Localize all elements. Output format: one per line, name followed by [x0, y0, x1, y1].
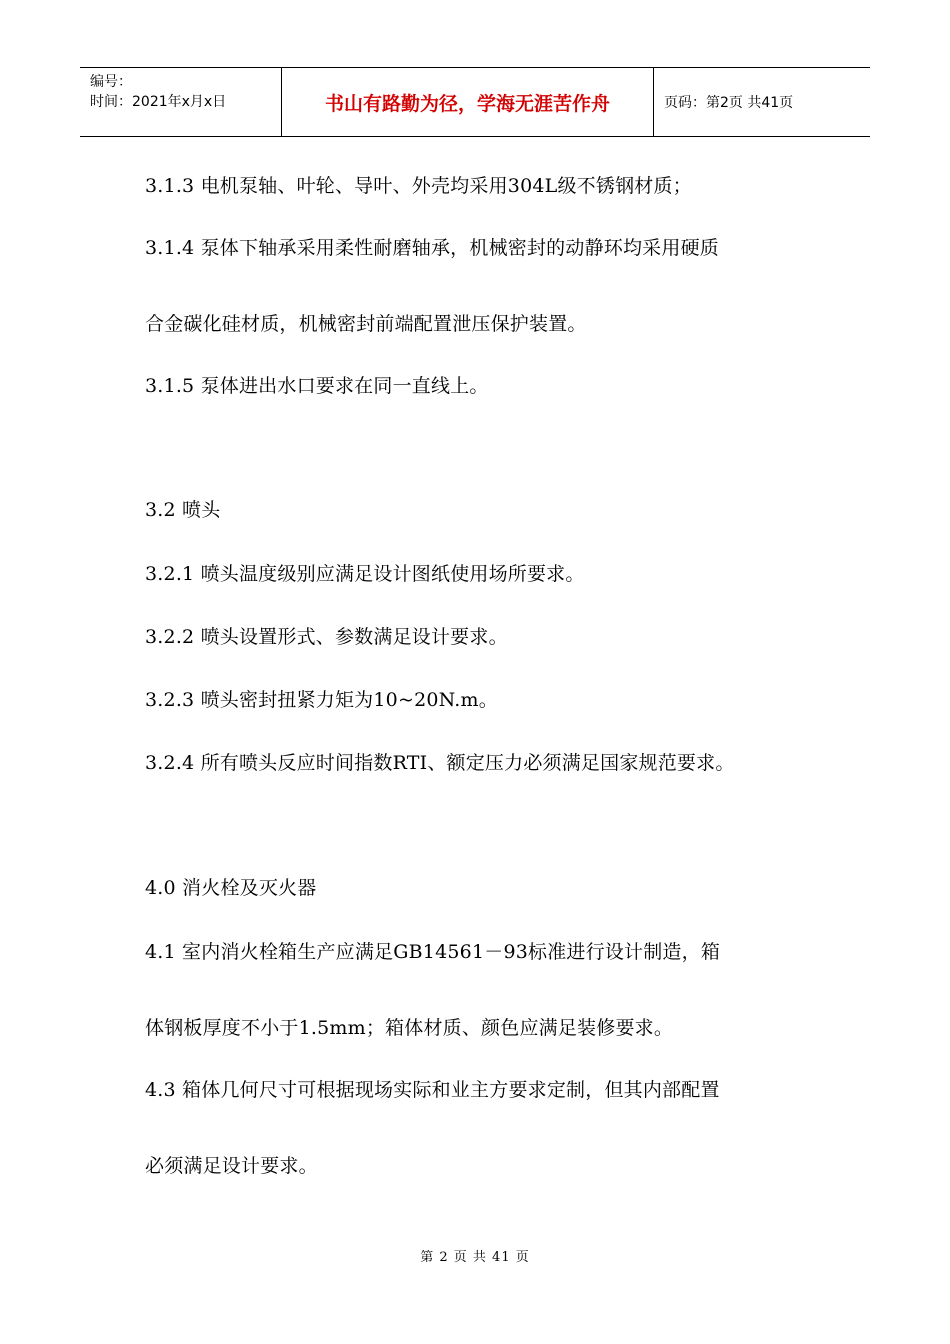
- paragraph-4-1: 4.1 室内消火栓箱生产应满足GB14561－93标准进行设计制造，箱: [145, 941, 721, 963]
- paragraph-3-1-4-cont: 合金碳化硅材质，机械密封前端配置泄压保护装置。: [145, 313, 587, 335]
- paragraph-3-1-4: 3.1.4 泵体下轴承采用柔性耐磨轴承，机械密封的动静环均采用硬质: [145, 237, 719, 259]
- document-number-label: 编号：: [90, 74, 132, 90]
- heading-3-2: 3.2 喷头: [145, 499, 221, 521]
- header-meta: [80, 68, 282, 136]
- paragraph-4-3-cont: 必须满足设计要求。: [145, 1155, 318, 1177]
- paragraph-3-2-3: 3.2.3 喷头密封扭紧力矩为10~20N.m。: [145, 689, 498, 711]
- paragraph-3-1-5: 3.1.5 泵体进出水口要求在同一直线上。: [145, 375, 489, 397]
- page-header: [80, 67, 870, 137]
- paragraph-4-1-cont: 体钢板厚度不小于1.5mm；箱体材质、颜色应满足装修要求。: [145, 1017, 674, 1039]
- paragraph-3-2-1: 3.2.1 喷头温度级别应满足设计图纸使用场所要求。: [145, 563, 585, 585]
- header-motto: 书山有路勤为径，学海无涯苦作舟: [282, 68, 654, 136]
- paragraph-3-2-2: 3.2.2 喷头设置形式、参数满足设计要求。: [145, 626, 508, 648]
- page-footer: 第 2 页 共 41 页: [420, 1250, 530, 1265]
- paragraph-4-3: 4.3 箱体几何尺寸可根据现场实际和业主方要求定制，但其内部配置: [145, 1079, 720, 1101]
- paragraph-3-2-4: 3.2.4 所有喷头反应时间指数RTI、额定压力必须满足国家规范要求。: [145, 752, 735, 774]
- header-page-info: 页码：第2页 共41页: [664, 95, 794, 111]
- paragraph-3-1-3: 3.1.3 电机泵轴、叶轮、导叶、外壳均采用304L级不锈钢材质；: [145, 175, 692, 197]
- heading-4-0: 4.0 消火栓及灭火器: [145, 877, 317, 899]
- document-time-label: 时间：2021年x月x日: [90, 94, 227, 110]
